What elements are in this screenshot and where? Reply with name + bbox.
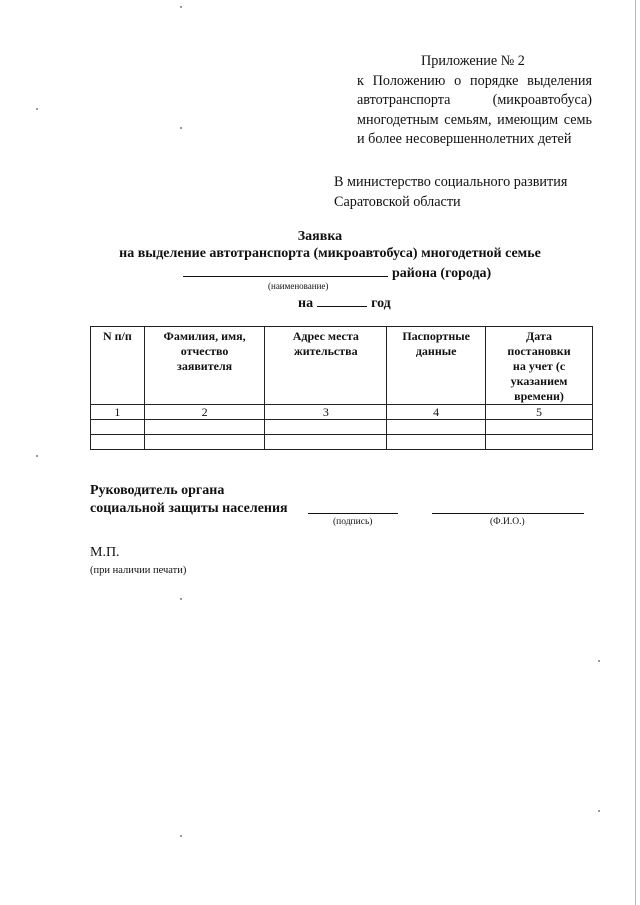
application-title: Заявка [297,229,343,244]
table-header-row [91,327,593,405]
scan-speck [36,455,38,457]
scan-speck [598,660,600,662]
column-number: 1 [91,405,145,420]
signature-blank [308,513,398,514]
application-subject: на выделение автотранспорта (микроавтобуса) многодетной семье [119,246,541,261]
table-cell [486,420,593,435]
column-number: 3 [265,405,387,420]
year-suffix: год [371,296,391,311]
scan-speck [180,598,182,600]
annex-line: автотранспорта (микроавтобуса) [357,92,592,108]
scan-speck [180,127,182,129]
scan-speck [180,6,182,8]
header-name: Фамилия, имя, отчество заявителя [144,327,265,405]
annex-title: Приложение № 2 [421,53,525,69]
name-caption: (Ф.И.О.) [490,517,525,527]
year-prefix: на [298,296,314,311]
table-cell [265,435,387,450]
table-row [91,420,593,435]
stamp-label: М.П. [90,545,120,560]
stamp-note: (при наличии печати) [90,565,187,576]
application-table [90,326,593,450]
signatory [90,482,288,518]
table-cell [387,435,486,450]
annex-line: многодетным семьям, имеющим семь [357,111,592,128]
table-row [91,435,593,450]
scan-speck [180,835,182,837]
header-address: Адрес места жительства [265,327,387,405]
table-cell [265,420,387,435]
annex-header [357,52,592,150]
year-line [298,294,391,312]
annex-line: к Положению о порядке выделения [357,72,592,89]
table-cell [387,420,486,435]
district-label: района (города) [392,266,492,281]
table-cell [486,435,593,450]
table-cell [144,420,265,435]
header-number: N п/п [91,327,145,405]
annex-line: и более несовершеннолетних детей [357,131,572,147]
table-cell [91,435,145,450]
header-passport: Паспортные данные [387,327,486,405]
signatory-line: Руководитель органа [90,483,225,498]
name-blank [432,513,584,514]
addressee [334,173,604,212]
table-row [91,405,593,420]
column-number: 2 [144,405,265,420]
table-cell [144,435,265,450]
signatory-line: социальной защиты населения [90,501,288,516]
column-number: 5 [486,405,593,420]
scan-speck [598,810,600,812]
addressee-line: Саратовской области [334,193,461,210]
district-caption: (наименование) [268,281,329,291]
scan-speck [36,108,38,110]
table-cell [91,420,145,435]
year-blank [317,294,367,307]
addressee-line: В министерство социального развития [334,174,568,190]
header-date: Дата постановки на учет (с указанием времени) [486,327,593,405]
signature-caption: (подпись) [333,517,373,527]
district-blank [183,264,388,277]
column-number: 4 [387,405,486,420]
district-line [183,264,513,282]
